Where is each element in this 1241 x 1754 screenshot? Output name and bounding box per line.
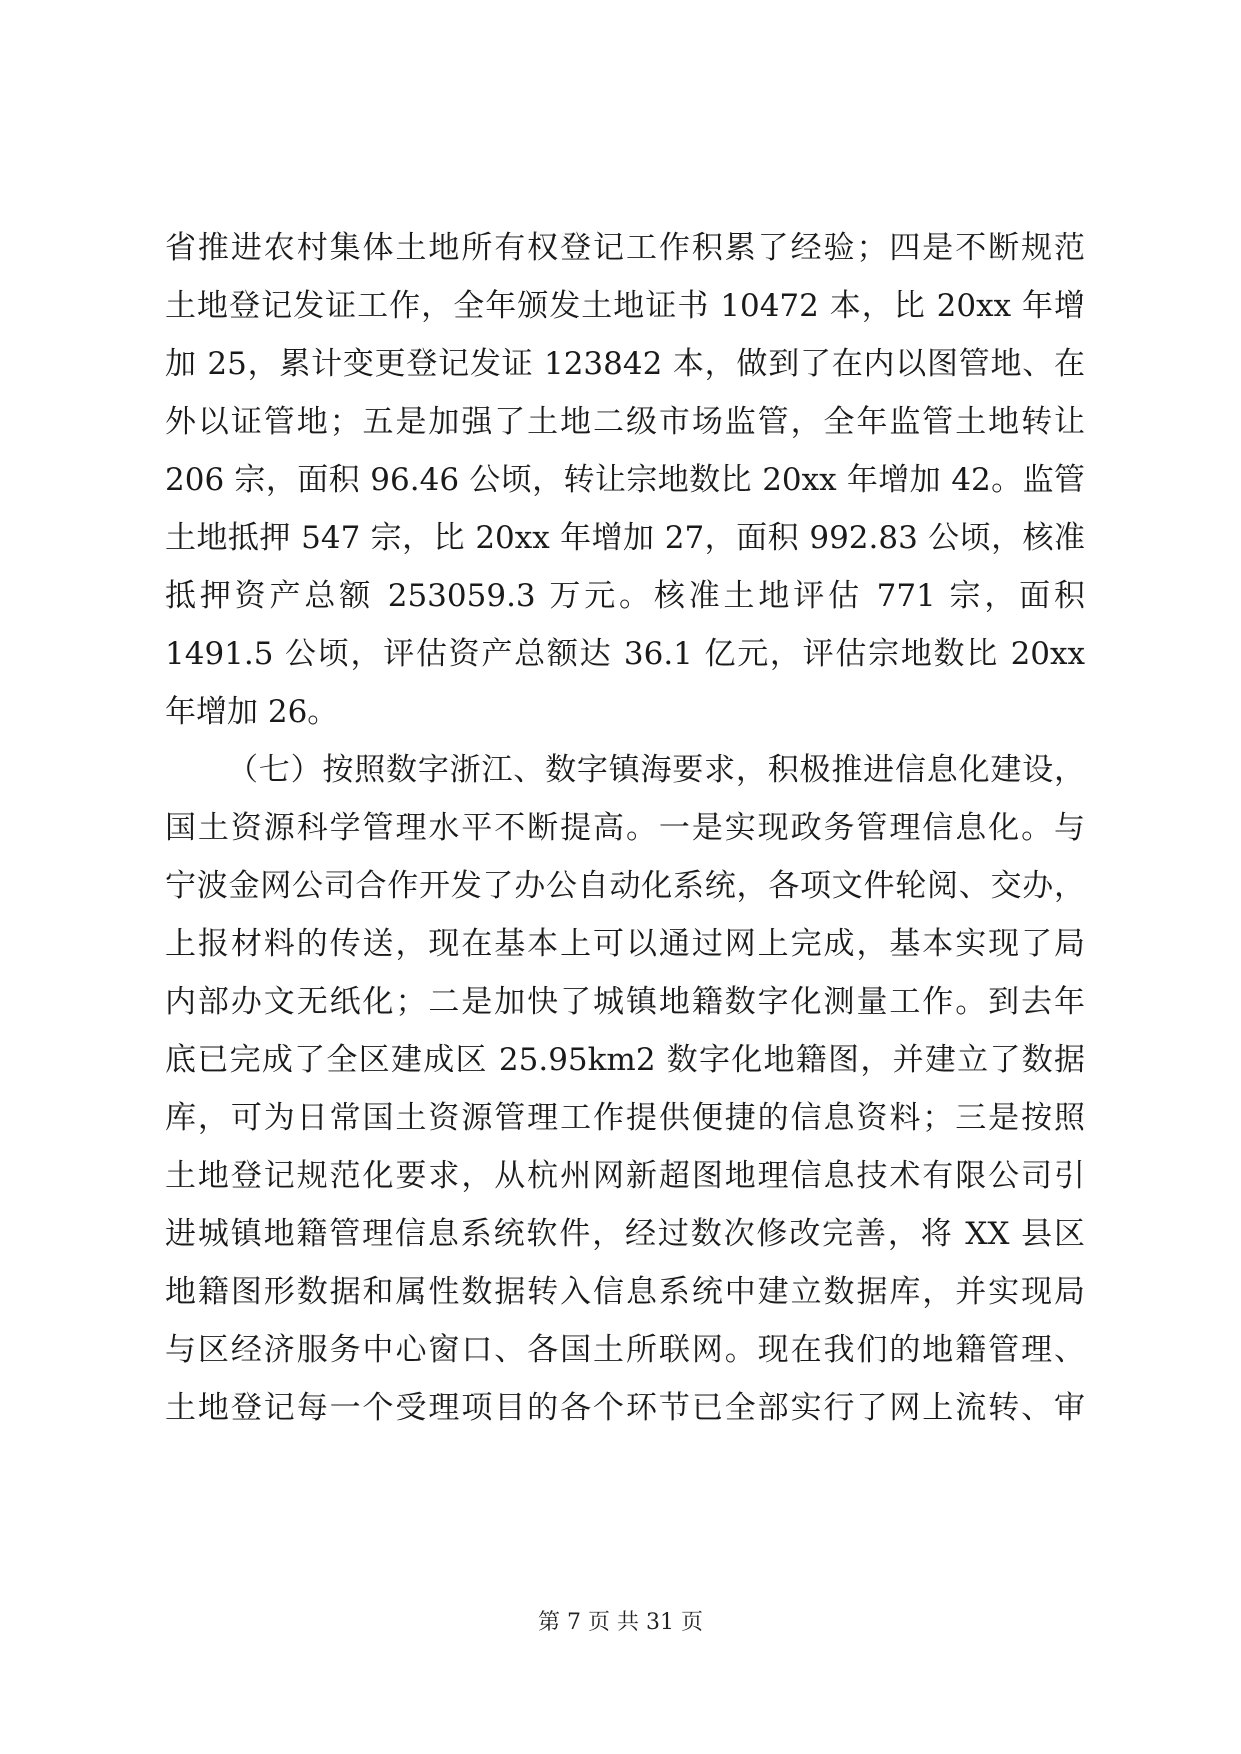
text-line: 地籍图形数据和属性数据转入信息系统中建立数据库，并实现局 — [165, 1274, 1085, 1310]
text-line: 宁波金网公司合作开发了办公自动化系统，各项文件轮阅、交办， — [165, 868, 1085, 904]
text-line: 外以证管地；五是加强了土地二级市场监管，全年监管土地转让 — [165, 404, 1085, 440]
text-line: 土地登记规范化要求，从杭州网新超图地理信息技术有限公司引 — [165, 1158, 1085, 1194]
text-line: 省推进农村集体土地所有权登记工作积累了经验；四是不断规范 — [165, 230, 1085, 266]
text-line: 进城镇地籍管理信息系统软件，经过数次修改完善，将 XX 县区 — [165, 1216, 1085, 1252]
text-line: 土地登记每一个受理项目的各个环节已全部实行了网上流转、审 — [165, 1390, 1085, 1426]
text-line: 土地抵押 547 宗，比 20xx 年增加 27，面积 992.83 公顷，核准 — [165, 520, 1085, 556]
text-line: 库，可为日常国土资源管理工作提供便捷的信息资料；三是按照 — [165, 1100, 1085, 1136]
text-line: 抵押资产总额 253059.3 万元。核准土地评估 771 宗，面积 — [165, 578, 1085, 614]
text-line: 土地登记发证工作，全年颁发土地证书 10472 本，比 20xx 年增 — [165, 288, 1085, 324]
text-line: 1491.5 公顷，评估资产总额达 36.1 亿元，评估宗地数比 20xx — [165, 636, 1085, 672]
text-line: 加 25，累计变更登记发证 123842 本，做到了在内以图管地、在 — [165, 346, 1085, 382]
text-line: 上报材料的传送，现在基本上可以通过网上完成，基本实现了局 — [165, 926, 1085, 962]
text-line: 年增加 26。 — [165, 694, 339, 730]
text-line: 底已完成了全区建成区 25.95km2 数字化地籍图，并建立了数据 — [165, 1042, 1085, 1078]
text-line: （七）按照数字浙江、数字镇海要求，积极推进信息化建设， — [227, 752, 1085, 788]
text-line: 国土资源科学管理水平不断提高。一是实现政务管理信息化。与 — [165, 810, 1085, 846]
text-line: 206 宗，面积 96.46 公顷，转让宗地数比 20xx 年增加 42。监管 — [165, 462, 1085, 498]
text-line: 与区经济服务中心窗口、各国土所联网。现在我们的地籍管理、 — [165, 1332, 1085, 1368]
text-line: 内部办文无纸化；二是加快了城镇地籍数字化测量工作。到去年 — [165, 984, 1085, 1020]
page-number-footer: 第 7 页 共 31 页 — [538, 1610, 703, 1635]
